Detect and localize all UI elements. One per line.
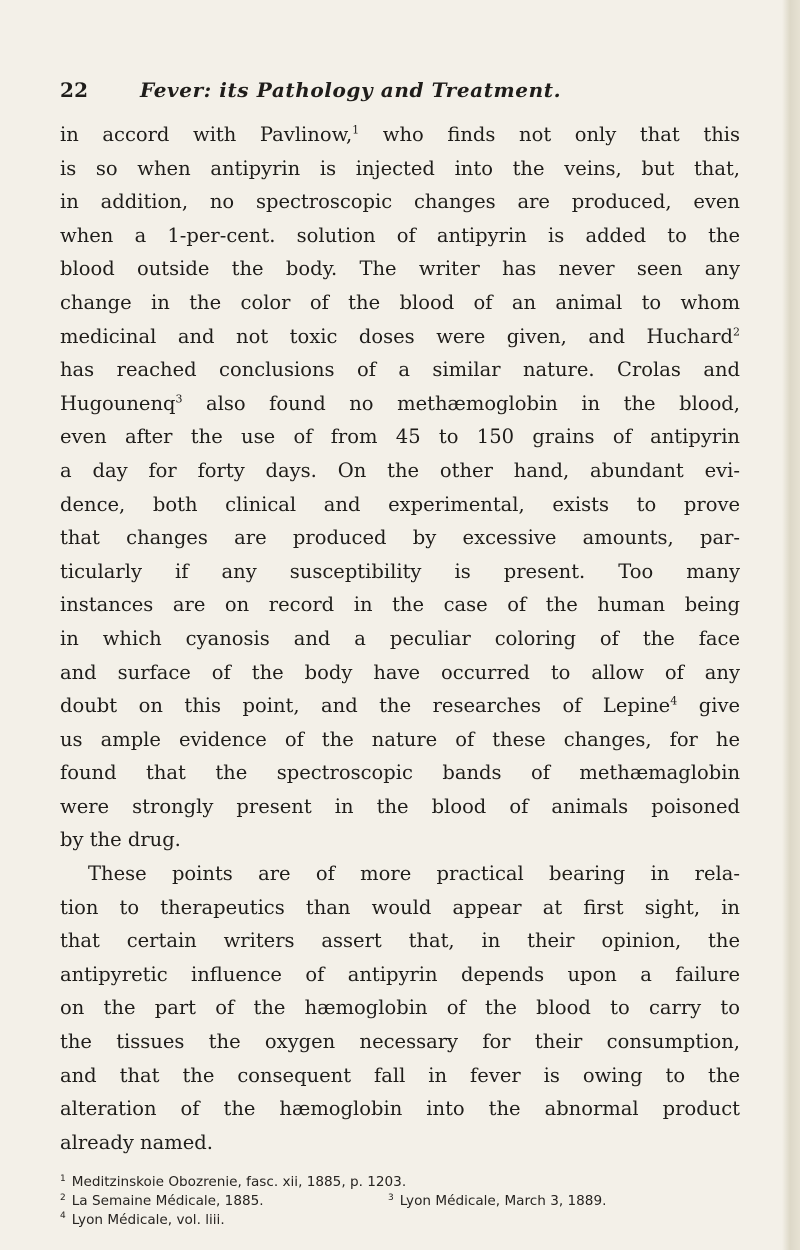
text-line: instances are on record in the case of the human being xyxy=(60,593,740,617)
running-head xyxy=(60,78,740,118)
text-line: is so when antipyrin is injected into the veins, but that, xyxy=(60,156,740,180)
footnote-row xyxy=(60,1211,740,1230)
footnotes xyxy=(60,1173,740,1229)
text-line: when a 1-per-cent. solution of antipyrin is added to the xyxy=(60,223,740,247)
footnote-row xyxy=(60,1192,740,1211)
text-line: in addition, no spectroscopic changes are produced, even xyxy=(60,190,740,214)
page-number: 22 xyxy=(60,78,89,102)
text-line: that changes are produced by excessive amounts, par- xyxy=(60,526,740,550)
text-line: change in the color of the blood of an animal to whom xyxy=(60,290,740,314)
text-line: These points are of more practical bearing in rela- xyxy=(88,862,740,886)
footnote-4: $^4$ Lyon Médicale, vol. liii. xyxy=(60,1211,225,1228)
text-line: in which cyanosis and a peculiar coloring of the face xyxy=(60,626,740,650)
text-line: dence, both clinical and experimental, exists to prove xyxy=(60,492,740,516)
text-line: ticularly if any susceptibility is present. Too many xyxy=(60,559,740,583)
text-line: Hugounenq$^3$ also found no methæmoglobin in the blood, xyxy=(60,391,740,415)
book-page xyxy=(60,78,740,1230)
running-title: Fever: its Pathology and Treatment. xyxy=(140,78,562,102)
footnote-ref: 2 xyxy=(733,325,740,339)
paragraph-2 xyxy=(60,857,740,1159)
page-edge-shadow xyxy=(782,0,800,1250)
text-line: in accord with Pavlinow,$^1$ who finds not only that this xyxy=(60,123,740,146)
footnote-row xyxy=(60,1173,740,1192)
text-line: and that the consequent fall in fever is owing to the xyxy=(60,1063,740,1087)
text-line: found that the spectroscopic bands of methæmaglobin xyxy=(60,761,740,785)
text-line: has reached conclusions of a similar nature. Crolas and xyxy=(60,358,740,382)
footnote-ref: 1 xyxy=(352,123,360,137)
body-text xyxy=(60,118,740,1159)
text-line: us ample evidence of the nature of these changes, for he xyxy=(60,727,740,751)
text-line: doubt on this point, and the researches of Lepine$^4$ give xyxy=(60,694,740,718)
text-line: alteration of the hæmoglobin into the abnormal product xyxy=(60,1097,740,1121)
text-line: that certain writers assert that, in their opinion, the xyxy=(60,929,740,953)
text-line: already named. xyxy=(60,1130,213,1154)
text-line: on the part of the hæmoglobin of the blood to carry to xyxy=(60,996,740,1020)
footnote-1: $^1$ Meditzinskoie Obozrenie, fasc. xii, 1885, p. 1203. xyxy=(60,1173,407,1191)
footnote-3: $^3$ Lyon Médicale, March 3, 1889. xyxy=(388,1192,607,1210)
text-line: a day for forty days. On the other hand, abundant evi- xyxy=(60,458,740,482)
text-line: medicinal and not toxic doses were given, and Huchard$^2$ xyxy=(60,324,740,348)
text-line: tion to therapeutics than would appear at first sight, in xyxy=(60,895,740,919)
footnote-ref: 4 xyxy=(670,694,678,708)
text-line: and surface of the body have occurred to allow of any xyxy=(60,660,740,684)
text-line: antipyretic influence of antipyrin depends upon a failure xyxy=(60,962,740,986)
text-line: the tissues the oxygen necessary for their consumption, xyxy=(60,1030,740,1054)
text-line: by the drug. xyxy=(60,828,181,852)
paragraph-1 xyxy=(60,118,740,857)
footnote-ref: 3 xyxy=(175,392,183,406)
footnote-2: $^2$ La Semaine Médicale, 1885. xyxy=(60,1192,264,1210)
text-line: even after the use of from 45 to 150 grains of antipyrin xyxy=(60,425,740,449)
text-line: blood outside the body. The writer has never seen any xyxy=(60,257,740,281)
text-line: were strongly present in the blood of animals poisoned xyxy=(60,794,740,818)
